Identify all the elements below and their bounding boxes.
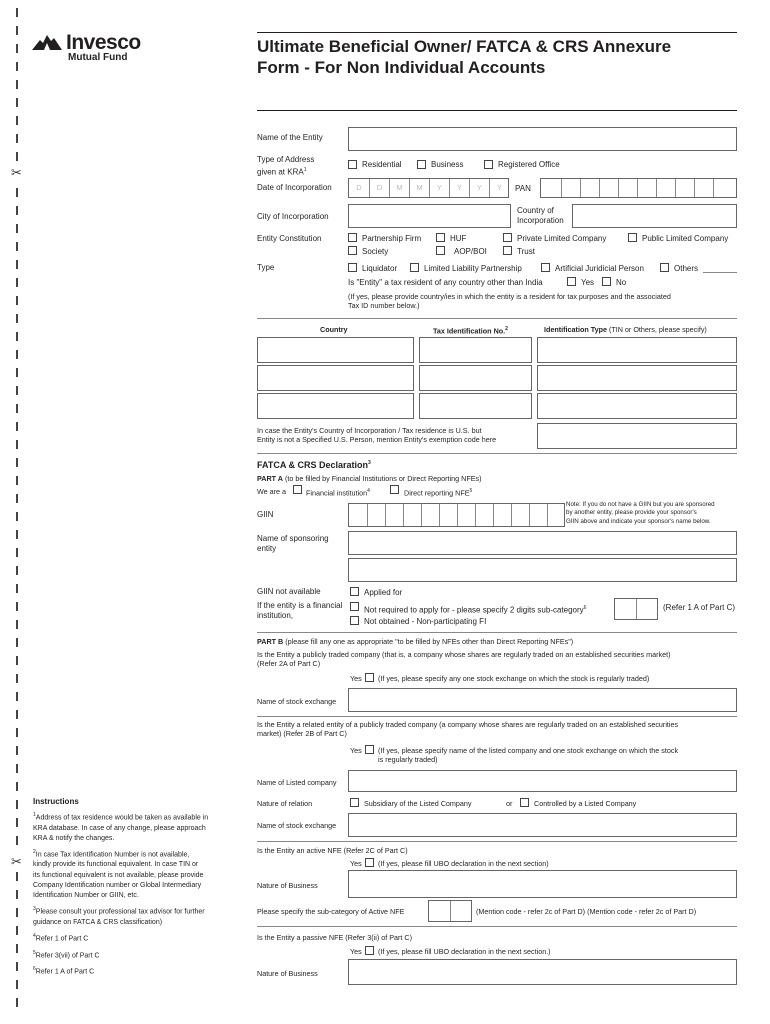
stock-exchange-label-2: Name of stock exchange [257,821,337,830]
sponsor-field-1[interactable] [348,531,737,555]
tin-cell[interactable] [419,393,532,419]
nature-business-label-2: Nature of Business [257,969,318,978]
subsidiary-label: Subsidiary of the Listed Company [364,799,472,808]
country-cell[interactable] [257,365,414,391]
others-label: Others [674,264,699,273]
instructions [33,796,243,978]
dr-nfe-checkbox[interactable] [390,485,399,494]
country-cell[interactable] [257,337,414,363]
publicly-traded-question: Is the Entity a publicly traded company (that is, a company whose shares are regularly traded on an established securities market) (Refer 2A of Part C) [257,650,671,668]
business-checkbox[interactable] [417,160,426,169]
controlled-checkbox[interactable] [520,798,529,807]
passive-nfe-yes-checkbox[interactable] [365,946,374,955]
dr-nfe-label: Direct reporting NFE$^5$ [404,488,473,498]
mention-code-label: (Mention code - refer 2c of Part D) (Mention code - refer 2c of Part D) [476,907,697,916]
partnership-label: Partnership Firm [362,234,422,243]
brand-sub: Mutual Fund [68,52,128,63]
instruction-item: $^5$Refer 3(vii) of Part C [33,949,100,959]
tin-cell[interactable] [419,337,532,363]
us-exemption-field[interactable] [537,423,737,449]
doi-field[interactable] [348,178,509,198]
related-entity-yes-checkbox[interactable] [365,745,374,754]
date-cell: Y [469,179,489,197]
date-cell: M [409,179,429,197]
country-cell[interactable] [257,393,414,419]
applied-for-label: Applied for [364,588,403,597]
no-label: No [616,278,627,287]
listed-company-label: Name of Listed company [257,778,337,787]
col-country: Country [320,325,348,334]
q4-yes-note: (If yes, please fill UBO declaration in the next section.) [378,947,551,956]
llp-checkbox[interactable] [410,263,419,272]
instruction-item: $^6$Refer 1 A of Part C [33,966,95,976]
partnership-checkbox[interactable] [348,233,357,242]
date-cell: Y [429,179,449,197]
instruction-item: $^3$Please consult your professional tax advisor for further guidance on FATCA & CRS classification) [33,906,205,926]
nature-business-field[interactable] [348,870,737,898]
aop-label: AOP/BOI [454,247,487,256]
others-checkbox[interactable] [660,263,669,272]
type-label: Type [257,263,275,272]
instructions-heading: Instructions [33,797,79,806]
nature-business-field-2[interactable] [348,959,737,985]
subsidiary-checkbox[interactable] [350,798,359,807]
invesco-flame-icon [32,32,66,52]
residential-checkbox[interactable] [348,160,357,169]
tax-resident-question: Is "Entity" a tax resident of any country other than India [348,278,543,287]
date-cell: D [369,179,389,197]
entity-name-label: Name of the Entity [257,133,323,142]
scissors-icon: ✂ [11,854,22,869]
others-underline[interactable] [703,272,737,273]
huf-label: HUF [450,234,467,243]
fi-label: Financial institution$^4$ [306,488,370,498]
part-b-heading: PART B (please fill any one as appropriate "to be filled by NFEs other than Direct Reporting NFEs") [257,637,574,646]
fi-checkbox[interactable] [293,485,302,494]
tax-note: (If yes, please provide country/ies in which the entity is a resident for tax purposes and the associated Tax ID number below.) [348,292,671,310]
private-ltd-label: Private Limited Company [517,234,607,243]
yes-label: Yes [581,278,595,287]
city-label: City of Incorporation [257,212,329,221]
related-entity-question: Is the Entity a related entity of a publicly traded company (a company whose shares are regularly traded on an established securities market) (Refer 2B of Part C) [257,720,679,738]
col-idtype: Identification Type (TIN or Others, please specify) [544,325,707,334]
tax-resident-no-checkbox[interactable] [602,277,611,286]
sponsor-label: Name of sponsoring entity [257,534,329,553]
trust-label: Trust [517,247,535,256]
stock-exchange-field-2[interactable] [348,813,737,837]
page-title: Ultimate Beneficial Owner/ FATCA & CRS Annexure Form - For Non Individual Accounts [257,37,672,77]
country-inc-field[interactable] [572,204,737,228]
yes-label: Yes [350,674,362,683]
not-obtained-checkbox[interactable] [350,616,359,625]
aop-checkbox[interactable] [436,246,445,255]
date-cell: Y [489,179,509,197]
idtype-cell[interactable] [537,365,737,391]
publicly-traded-yes-checkbox[interactable] [365,673,374,682]
llp-label: Limited Liability Partnership [424,264,522,273]
we-are-a-label: We are a [257,487,287,496]
listed-company-field[interactable] [348,770,737,792]
date-cell: M [389,179,409,197]
instruction-item: $^1$Address of tax residence would be taken as available in KRA database. In case of any change, please approach KRA & notify the changes. [33,812,209,842]
giin-na-label: GIIN not available [257,587,321,596]
society-checkbox[interactable] [348,246,357,255]
idtype-cell[interactable] [537,337,737,363]
col-tin: Tax Identification No.$^2$ [433,326,508,336]
controlled-label: Controlled by a Listed Company [534,799,637,808]
sponsor-field-2[interactable] [348,558,737,582]
private-ltd-checkbox[interactable] [503,233,512,242]
pan-label: PAN [515,184,531,193]
q2-yes-note: (If yes, please specify name of the listed company and one stock exchange on which the stock is regularly traded) [378,746,679,764]
instruction-item: $^4$Refer 1 of Part C [33,933,89,943]
q1-yes-note: (If yes, please specify any one stock exchange on which the stock is regularly traded) [378,674,650,683]
relation-label: Nature of relation [257,799,313,808]
ajp-label: Artificial Juridicial Person [555,264,644,273]
liquidator-label: Liquidator [362,264,398,273]
country-inc-label: Country of Incorporation [517,206,564,225]
liquidator-checkbox[interactable] [348,263,357,272]
applied-for-checkbox[interactable] [350,587,359,596]
active-nfe-question: Is the Entity an active NFE (Refer 2C of Part C) [257,846,408,855]
huf-checkbox[interactable] [436,233,445,242]
giin-field[interactable] [348,503,565,527]
not-required-checkbox[interactable] [350,602,359,611]
idtype-cell[interactable] [537,393,737,419]
business-label: Business [431,160,464,169]
not-obtained-label: Not obtained - Non-participating FI [364,617,487,626]
entity-name-field[interactable] [348,127,737,151]
registered-office-label: Registered Office [498,160,560,169]
tax-resident-yes-checkbox[interactable] [567,277,576,286]
stock-exchange-field[interactable] [348,688,737,712]
fatca-heading: FATCA & CRS Declaration$^3$ [257,460,371,470]
trust-checkbox[interactable] [503,246,512,255]
refer-1a-label: (Refer 1 A of Part C) [663,603,736,612]
if-fi-label: If the entity is a financial institution, [257,601,343,620]
us-exemption-note: In case the Entity's Country of Incorporation / Tax residence is U.S. but Entity is not a Specified U.S. Person, mention Entity's exemption code here [257,426,497,444]
brand-name: Invesco [66,31,141,54]
active-nfe-subcat-field[interactable] [428,900,472,922]
not-required-label: Not required to apply for - please specify 2 digits sub-category$^6$ [364,605,587,615]
registered-office-checkbox[interactable] [484,160,493,169]
instruction-item: $^2$In case Tax Identification Number is not available, kindly provide its functional equivalent. In case TIN or its functional equivalent is not available, please provide Company Identification number or Global Intermediary Identification Number or GIIN, etc. [33,848,204,900]
pan-field[interactable] [540,178,737,198]
yes-label: Yes [350,746,362,755]
date-cell: D [356,183,362,192]
residential-label: Residential [362,160,402,169]
subcat-label: Please specify the sub-category of Active NFE [257,907,405,916]
passive-nfe-question: Is the Entity a passive NFE (Refer 3(ii) of Part C) [257,933,412,942]
nature-business-label: Nature of Business [257,881,318,890]
or-label: or [506,799,513,808]
constitution-label: Entity Constitution [257,234,322,243]
giin-label: GIIN [257,510,274,519]
subcategory-field[interactable] [614,598,658,620]
public-ltd-label: Public Limited Company [642,234,729,243]
ajp-checkbox[interactable] [541,263,550,272]
stock-exchange-label: Name of stock exchange [257,697,337,706]
q3-yes-note: (If yes, please fill UBO declaration in the next section) [378,859,549,868]
tin-cell[interactable] [419,365,532,391]
public-ltd-checkbox[interactable] [628,233,637,242]
address-type-label: Type of Address given at KRA$^1$ [257,155,315,177]
giin-note: Note: If you do not have a GIIN but you are sponsored by another entity, please provide your sponsor's GIIN above and indicate your sponsor's name below. [566,501,715,525]
yes-label: Yes [350,859,362,868]
society-label: Society [362,247,389,256]
doi-label: Date of Incorporation [257,183,332,192]
city-field[interactable] [348,204,511,228]
scissors-icon: ✂ [11,165,22,180]
part-a-heading: PART A (to be filled by Financial Institutions or Direct Reporting NFEs) [257,474,482,483]
date-cell: Y [449,179,469,197]
active-nfe-yes-checkbox[interactable] [365,858,374,867]
yes-label: Yes [350,947,362,956]
